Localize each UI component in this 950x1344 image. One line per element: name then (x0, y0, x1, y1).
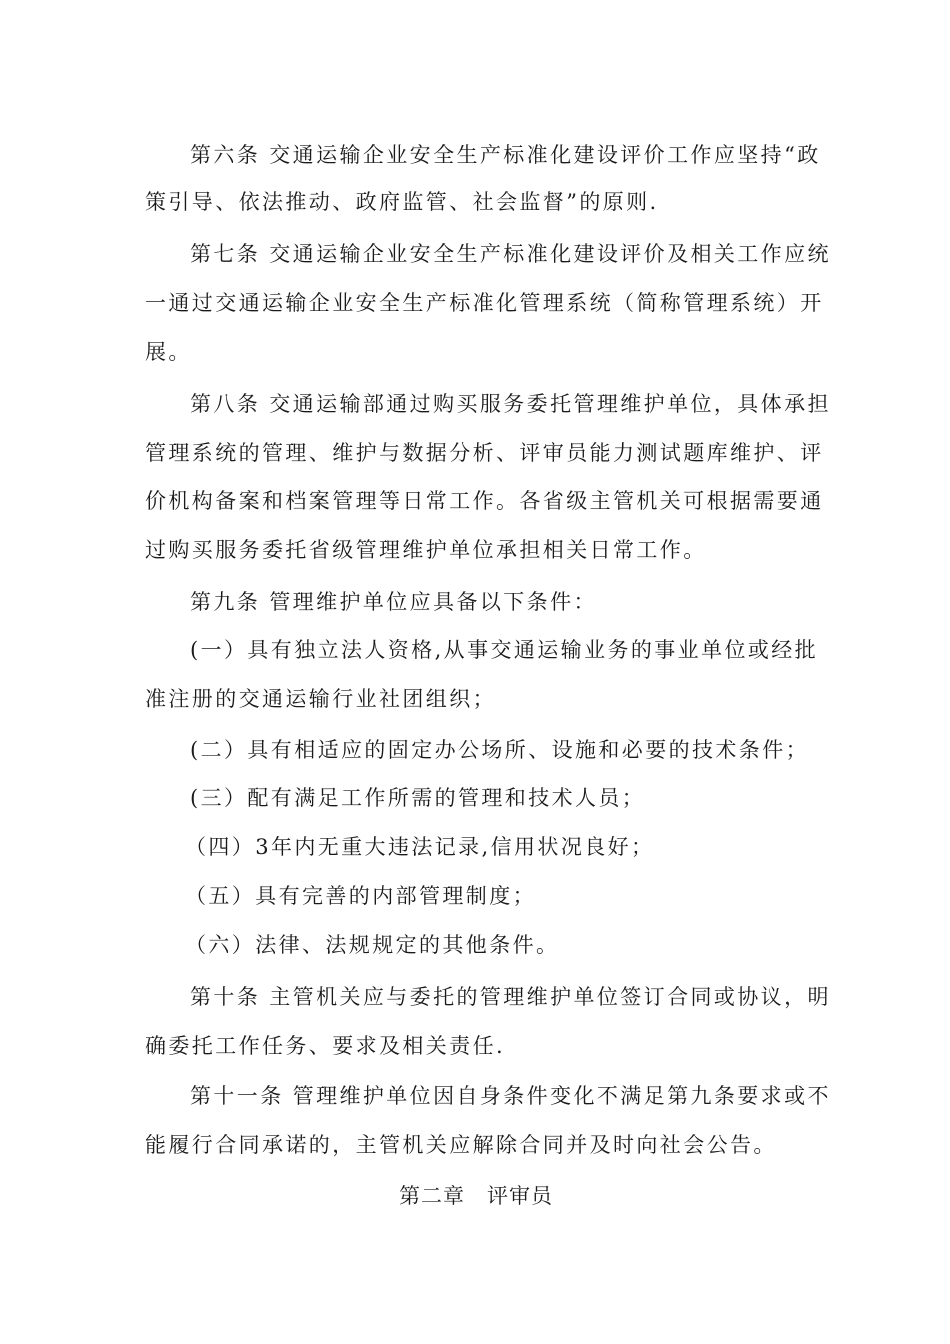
article-8-line-1: 第八条 交通运输部通过购买服务委托管理维护单位，具体承担 (190, 392, 831, 416)
condition-3-line: (三）配有满足工作所需的管理和技术人员； (190, 786, 646, 810)
chapter-heading: 第二章 评审员 (399, 1184, 553, 1208)
article-6-line-2: 策引导、依法推动、政府监管、社会监督”的原则. (145, 190, 659, 214)
article-11-line-2: 能履行合同承诺的，主管机关应解除合同并及时向社会公告。 (145, 1133, 777, 1157)
condition-2-line: (二）具有相适应的固定办公场所、设施和必要的技术条件； (190, 738, 809, 762)
condition-4-line: （四）3年内无重大违法记录,信用状况良好； (185, 835, 655, 859)
condition-1-line-2: 准注册的交通运输行业社团组织； (145, 687, 496, 711)
article-9-line-1: 第九条 管理维护单位应具备以下条件： (190, 590, 597, 614)
article-10-line-1: 第十条 主管机关应与委托的管理维护单位签订合同或协议，明 (190, 985, 831, 1009)
condition-6-line: （六）法律、法规规定的其他条件。 (185, 933, 560, 957)
condition-1-line-1: (一）具有独立法人资格,从事交通运输业务的事业单位或经批 (190, 638, 819, 662)
article-8-line-3: 价机构备案和档案管理等日常工作。各省级主管机关可根据需要通 (145, 489, 824, 513)
article-7-line-2: 一通过交通运输企业安全生产标准化管理系统（简称管理系统）开 (145, 291, 824, 315)
condition-5-line: （五）具有完善的内部管理制度； (185, 884, 536, 908)
article-10-line-2: 确委托工作任务、要求及相关责任. (145, 1034, 506, 1058)
article-11-line-1: 第十一条 管理维护单位因自身条件变化不满足第九条要求或不 (190, 1084, 831, 1108)
article-6-line-1: 第六条 交通运输企业安全生产标准化建设评价工作应坚持“政 (190, 143, 821, 167)
article-8-line-4: 过购买服务委托省级管理维护单位承担相关日常工作。 (145, 538, 707, 562)
article-7-line-3: 展。 (145, 340, 192, 364)
article-8-line-2: 管理系统的管理、维护与数据分析、评审员能力测试题库维护、评 (145, 441, 824, 465)
article-7-line-1: 第七条 交通运输企业安全生产标准化建设评价及相关工作应统 (190, 242, 831, 266)
